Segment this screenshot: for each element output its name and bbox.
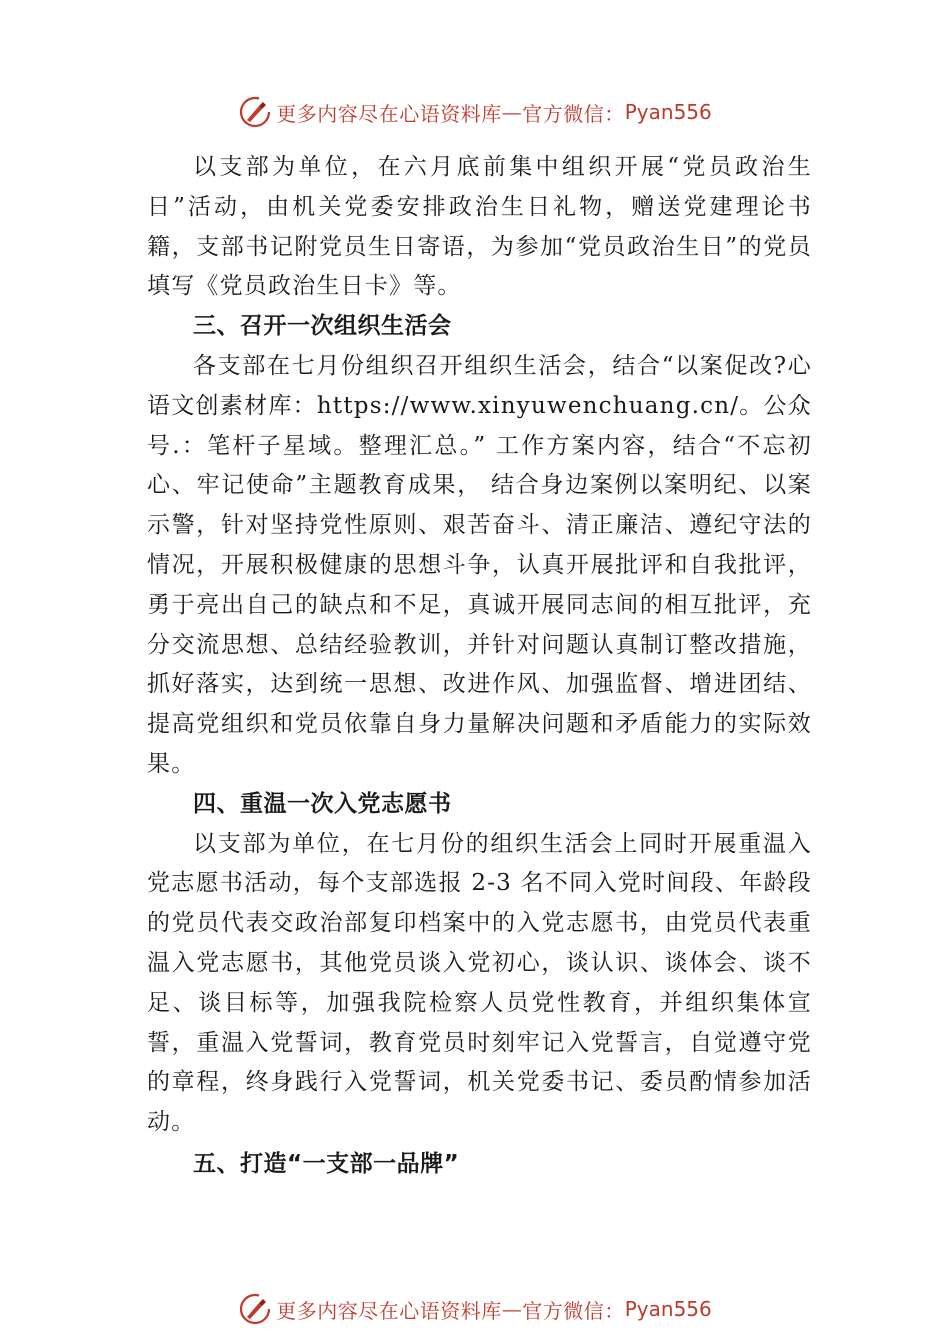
footer-brand: 更多内容尽在心语资料库 [276, 1298, 502, 1323]
heading-section-5: 五、打造“一支部一品牌” [193, 1150, 460, 1177]
document-body [147, 148, 812, 1185]
heading-section-3: 三、召开一次组织生活会 [193, 313, 452, 340]
header-dash: — [501, 100, 523, 124]
paragraph-application-review: 以支部为单位，在七月份的组织生活会上同时开展重温入党志愿书活动，每个支部选报 2-3 名不同入党时间段、年龄段的党员代表交政治部复印档案中的入党志愿书，由党员代表重温入党志愿书，其他党员谈入党初心，谈认识、谈体会、谈不足、谈目标等，加强我院检察人员党性教育，并组织集体宣誓，重温入党誓词，教育党员时刻牢记入党誓言，自觉遵守党的章程，终身践行入党誓词，机关党委书记、委员酌情参加活动。 [147, 830, 812, 1136]
footer-banner [0, 1289, 950, 1329]
footer-contact-prefix: 官方微信： [522, 1298, 625, 1323]
header-brand: 更多内容尽在心语资料库 [276, 101, 502, 126]
paragraph-political-birthday: 以支部为单位，在六月底前集中组织开展“党员政治生日”活动，由机关党委安排政治生日礼物，赠送党建理论书籍，支部书记附党员生日寄语，为参加“党员政治生日”的党员填写《党员政治生日卡》等。 [147, 154, 812, 300]
paragraph-life-meeting: 各支部在七月份组织召开组织生活会，结合“以案促改?心语文创素材库：https://www.xinyuwenchuang.cn/。公众号.：笔杆子星域。整理汇总。” 工作方案内容，结合“不忘初心、牢记使命”主题教育成果， 结合身边案例以案明纪、以案示警，针对坚持党性原则、艰苦奋斗、清正廉洁、遵纪守法的情况，开展积极健康的思想斗争，认真开展批评和自我批评，勇于亮出自己的缺点和不足，真诚开展同志间的相互批评，充分交流思想、总结经验教训，并针对问题认真制订整改措施，抓好落实，达到统一思想、改进作风、加强监督、增进团结、提高党组织和党员依靠自身力量解决问题和矛盾能力的实际效果。 [147, 352, 812, 777]
pen-logo-icon [238, 95, 272, 129]
footer-dash: — [501, 1297, 523, 1321]
header-banner [0, 92, 950, 132]
footer-contact-id: Pyan556 [624, 1297, 712, 1321]
header-contact-prefix: 官方微信： [522, 101, 625, 126]
pen-logo-icon [238, 1292, 272, 1326]
heading-section-4: 四、重温一次入党志愿书 [193, 790, 452, 817]
header-contact-id: Pyan556 [624, 100, 712, 124]
